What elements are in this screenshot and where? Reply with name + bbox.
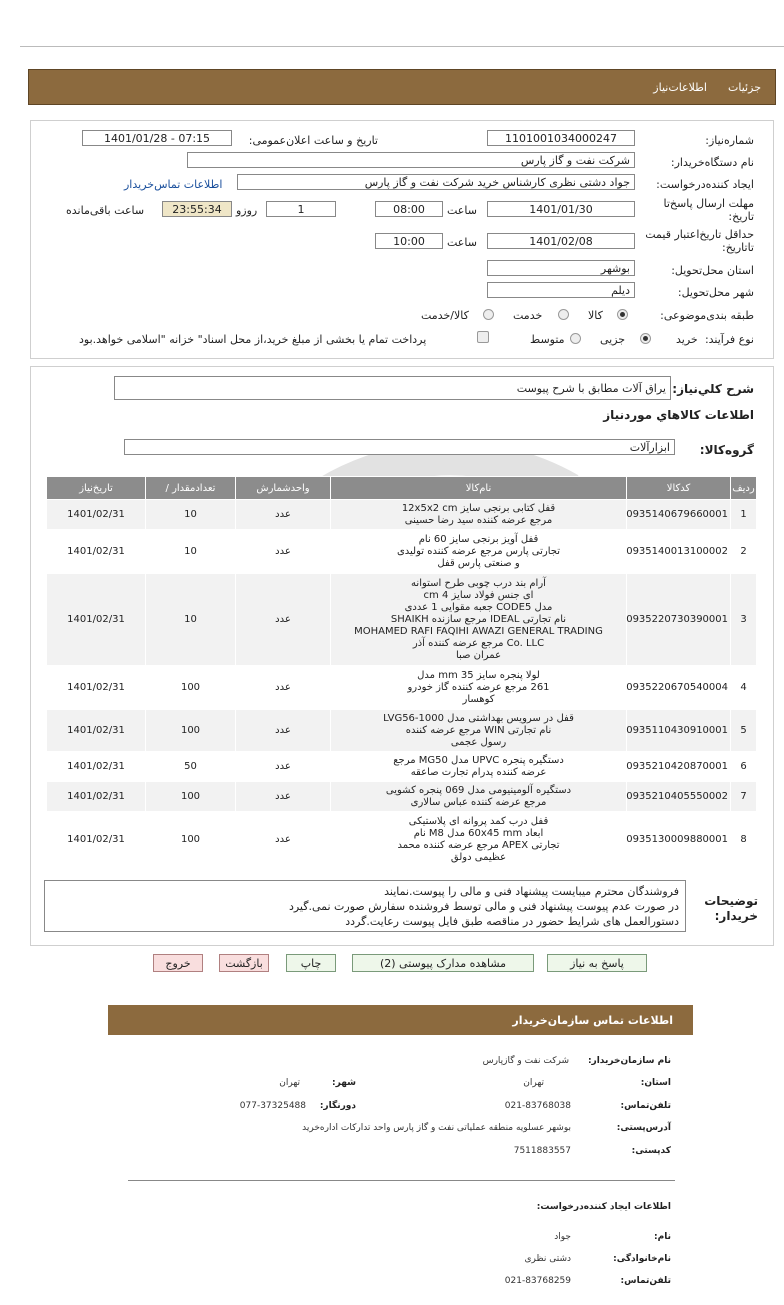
- item-name-cell: دستگیره آلومینیومی مدل 069 پنجره کشویی مرجع عرضه کننده عباس سالاری: [331, 782, 627, 812]
- item-date-cell: 1401/02/31: [47, 530, 146, 574]
- item-code-cell: 0935140679660001: [627, 500, 731, 530]
- row-index-cell: 3: [731, 574, 757, 666]
- item-qty-cell: 100: [146, 782, 236, 812]
- postal-value: 7511883557: [513, 1146, 571, 1156]
- table-row: [47, 752, 757, 782]
- phone-value: 021-83768038: [504, 1101, 571, 1111]
- col-qty-header: تعدادمقدار /: [146, 477, 236, 500]
- col-row-header: ردیف: [731, 477, 757, 500]
- buyer-notes-label: توضیحات خریدار:: [704, 894, 758, 923]
- buyer-contact-title: اطلاعات تماس سازمان‌خریدار: [512, 1014, 673, 1027]
- general-desc-label: شرح كلي‌نیاز:: [672, 382, 754, 396]
- table-row: [47, 500, 757, 530]
- fax-value: 077-37325488: [239, 1101, 306, 1111]
- province-field: بوشهر: [487, 260, 635, 276]
- exit-button[interactable]: خروج: [153, 954, 203, 972]
- back-button[interactable]: بازگشت: [219, 954, 269, 972]
- item-name-cell: لولا پنجره سایز 35 mm مدل 261 مرجع عرضه کننده گاز خودرو کوهسار: [331, 666, 627, 710]
- row-index-cell: 2: [731, 530, 757, 574]
- item-code-cell: 0935210405550002: [627, 782, 731, 812]
- item-unit-cell: عدد: [236, 530, 331, 574]
- process-partial-radio[interactable]: [640, 333, 651, 344]
- buyer-contact-header: [108, 1005, 693, 1035]
- postal-label: کد‌پستی:: [631, 1146, 671, 1156]
- creator-info-title: اطلاعات ایجاد کننده‌درخواست:: [536, 1202, 671, 1212]
- contact-divider: [128, 1180, 675, 1181]
- days-field: 1: [266, 201, 336, 217]
- table-row: [47, 666, 757, 710]
- item-qty-cell: 50: [146, 752, 236, 782]
- need-number-label: شماره‌نیاز:: [705, 134, 754, 147]
- province-label: استان محل‌تحویل:: [671, 264, 754, 277]
- item-qty-cell: 10: [146, 530, 236, 574]
- province-contact-value: تهران: [523, 1078, 544, 1088]
- item-code-cell: 0935220730390001: [627, 574, 731, 666]
- process-label: نوع فرآیند:: [704, 333, 754, 346]
- deadline-date-field: 1401/01/30: [487, 201, 635, 217]
- item-unit-cell: عدد: [236, 752, 331, 782]
- item-name-cell: قفل کتابی برنجی سایز 12x5x2 cm مرجع عرضه کننده سید رضا حسینی: [331, 500, 627, 530]
- category-goods-radio[interactable]: [617, 309, 628, 320]
- table-row: [47, 530, 757, 574]
- view-attachments-button[interactable]: مشاهده مدارک پیوستی (2): [352, 954, 534, 972]
- category-label: طبقه بندی‌موضوعی:: [660, 309, 754, 322]
- city-contact-value: تهران: [279, 1078, 300, 1088]
- item-qty-cell: 100: [146, 812, 236, 868]
- buyer-note-line: فروشندگان محترم میبایست پیشنهاد فنی و مالی را پیوست.نمایند: [384, 885, 679, 898]
- tab-details[interactable]: جزئیات: [728, 81, 761, 94]
- item-name-cell: قفل درب کمد پروانه ای پلاستیکی ابعاد 60x45 mm مدل M8 نام تجارتی APEX مرجع عرضه کننده محمد عظیمی دولق: [331, 812, 627, 868]
- buyer-note-line: در صورت عدم پیوست پیشنهاد فنی و مالی توسط فروشنده سفارش صورت نمی.گیرد: [288, 900, 679, 913]
- item-unit-cell: عدد: [236, 710, 331, 752]
- table-row: [47, 710, 757, 752]
- item-date-cell: 1401/02/31: [47, 574, 146, 666]
- category-goods-label: کالا: [588, 309, 603, 322]
- item-name-cell: آرام بند درب چوبی طرح استوانه ای جنس فولاد سایز 4 cm مدل CODE5 جعبه مقوایی 1 عددی نام تجارتی IDEAL مرجع سازنده SHAIKH MOHAMED RAFI FAQIHI AWAZI GENERAL TRADING Co. LLC مرجع عرضه کننده آذر عمران صبا: [331, 574, 627, 666]
- phone-label: تلفن‌تماس:: [620, 1101, 671, 1111]
- creator-phone-value: 021-83768259: [504, 1276, 571, 1286]
- creator-name-value: جواد: [554, 1232, 571, 1242]
- buyer-notes-box: [44, 880, 686, 932]
- city-field: دیلم: [487, 282, 635, 298]
- treasury-payment-checkbox[interactable]: [477, 331, 489, 343]
- reply-button[interactable]: پاسخ به نیاز: [547, 954, 647, 972]
- category-service-label: خدمت: [513, 309, 543, 322]
- creator-label: ایجاد کننده‌درخواست:: [656, 178, 754, 191]
- deadline-time-label: ساعت: [447, 204, 477, 217]
- goods-info-title: اطلاعات كالاهاي موردنياز: [603, 408, 754, 422]
- col-code-header: کدکالا: [627, 477, 731, 500]
- creator-family-value: دشتی نظری: [524, 1254, 571, 1264]
- row-index-cell: 8: [731, 812, 757, 868]
- row-index-cell: 4: [731, 666, 757, 710]
- buyer-org-label: نام دستگاه‌خریدار:: [670, 156, 754, 169]
- validity-time-field: 10:00: [375, 233, 443, 249]
- col-unit-header: واحدشمارش: [236, 477, 331, 500]
- item-qty-cell: 100: [146, 666, 236, 710]
- item-unit-cell: عدد: [236, 500, 331, 530]
- category-both-label: کالا/خدمت: [421, 309, 469, 322]
- table-row: [47, 782, 757, 812]
- item-date-cell: 1401/02/31: [47, 500, 146, 530]
- item-date-cell: 1401/02/31: [47, 782, 146, 812]
- deadline-time-field: 08:00: [375, 201, 443, 217]
- province-contact-label: استان:: [640, 1078, 671, 1088]
- item-qty-cell: 100: [146, 710, 236, 752]
- creator-phone-label: تلفن‌تماس:: [620, 1276, 671, 1286]
- item-unit-cell: عدد: [236, 812, 331, 868]
- days-label: روزو: [236, 204, 258, 217]
- item-name-cell: قفل در سرویس بهداشتی مدل LVG56-1000 نام تجارتی WIN مرجع عرضه کننده رسول عجمی: [331, 710, 627, 752]
- announce-field: 1401/01/28 - 07:15: [82, 130, 232, 146]
- item-code-cell: 0935140013100002: [627, 530, 731, 574]
- buyer-note-line: دستورالعمل های شرایط حضور در مناقصه طبق فایل پیوست رعایت.گردد: [345, 915, 679, 928]
- tab-need-info[interactable]: اطلاعات‌نیاز: [653, 81, 707, 94]
- process-buy-label: خرید: [676, 333, 698, 346]
- fax-label: دورنگار:: [319, 1101, 356, 1111]
- item-qty-cell: 10: [146, 500, 236, 530]
- print-button[interactable]: چاپ: [286, 954, 336, 972]
- validity-date-field: 1401/02/08: [487, 233, 635, 249]
- remaining-label: ساعت باقی‌مانده: [66, 204, 145, 217]
- org-value: شرکت نفت و گاز‌پارس: [482, 1056, 569, 1066]
- items-table: [46, 476, 757, 868]
- item-code-cell: 0935210420870001: [627, 752, 731, 782]
- category-both-radio[interactable]: [483, 309, 494, 320]
- col-name-header: نام‌کالا: [331, 477, 627, 500]
- item-unit-cell: عدد: [236, 782, 331, 812]
- item-date-cell: 1401/02/31: [47, 710, 146, 752]
- goods-group-label: گروه‌کالا:: [699, 443, 754, 457]
- process-medium-label: متوسط: [530, 333, 565, 346]
- item-unit-cell: عدد: [236, 574, 331, 666]
- row-index-cell: 1: [731, 500, 757, 530]
- tab-bar: [28, 69, 776, 105]
- row-index-cell: 6: [731, 752, 757, 782]
- item-date-cell: 1401/02/31: [47, 812, 146, 868]
- row-index-cell: 5: [731, 710, 757, 752]
- process-medium-radio[interactable]: [570, 333, 581, 344]
- buyer-org-field: شرکت نفت و گاز پارس: [187, 152, 635, 168]
- deadline-label: مهلت ارسال پاسخ‌تا تاریخ:: [663, 197, 754, 223]
- top-divider: [20, 46, 784, 47]
- item-code-cell: 0935110430910001: [627, 710, 731, 752]
- item-date-cell: 1401/02/31: [47, 752, 146, 782]
- creator-field: جواد دشتی نظری کارشناس خرید شرکت نفت و گاز پارس: [237, 174, 635, 190]
- city-label: شهر محل‌تحویل:: [677, 286, 754, 299]
- org-label: نام سازمان‌خریدار:: [587, 1056, 671, 1066]
- buyer-contact-link[interactable]: اطلاعات تماس‌خریدار: [124, 178, 223, 191]
- validity-time-label: ساعت: [447, 236, 477, 249]
- goods-group-field: ابزارآلات: [124, 439, 675, 455]
- col-date-header: تاریخ‌نیاز: [47, 477, 146, 500]
- city-contact-label: شهر:: [332, 1078, 356, 1088]
- need-number-field: 1101001034000247: [487, 130, 635, 146]
- creator-family-label: نام‌خانوادگی:: [613, 1254, 671, 1264]
- process-partial-label: جزیی: [600, 333, 626, 346]
- item-name-cell: دستگیره پنجره UPVC مدل MG50 مرجع عرضه کننده پدرام تجارت صاعقه: [331, 752, 627, 782]
- item-code-cell: 0935130009880001: [627, 812, 731, 868]
- address-label: آدرس‌پستی:: [616, 1123, 671, 1133]
- items-table-header: [47, 477, 757, 500]
- item-date-cell: 1401/02/31: [47, 666, 146, 710]
- address-value: بوشهر عسلویه منطقه عملیاتی نفت و گاز پارس واحد تدارکات اداره‌خرید: [302, 1123, 571, 1133]
- table-row: [47, 574, 757, 666]
- row-index-cell: 7: [731, 782, 757, 812]
- announce-label: تاریخ و ساعت اعلان‌عمومی:: [248, 134, 378, 147]
- treasury-payment-note: پرداخت تمام یا بخشی از مبلغ خرید،از محل اسناد" خزانه "اسلامی خواهد.بود: [79, 333, 427, 346]
- general-desc-field: یراق آلات مطابق با شرح پیوست: [114, 376, 671, 400]
- item-name-cell: قفل آویز برنجی سایز 60 نام تجارتی پارس مرجع عرضه کننده تولیدی و صنعتی پارس قفل: [331, 530, 627, 574]
- item-qty-cell: 10: [146, 574, 236, 666]
- validity-label: حداقل تاریخ‌اعتبار قیمت تا‌تاریخ:: [645, 228, 754, 254]
- creator-name-label: نام:: [654, 1232, 671, 1242]
- remaining-time-field: 23:55:34: [162, 201, 232, 217]
- category-service-radio[interactable]: [558, 309, 569, 320]
- item-code-cell: 0935220670540004: [627, 666, 731, 710]
- item-unit-cell: عدد: [236, 666, 331, 710]
- table-row: [47, 812, 757, 868]
